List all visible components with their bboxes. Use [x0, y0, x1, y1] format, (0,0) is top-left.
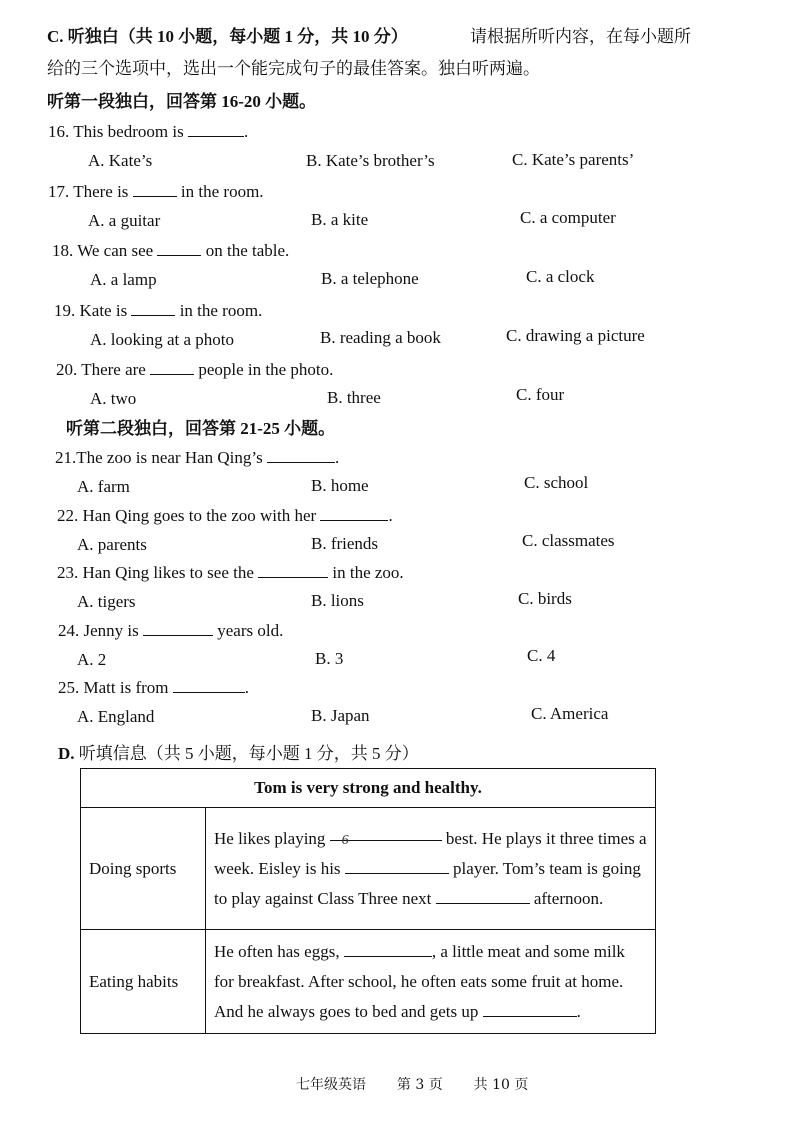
- answer-blank[interactable]: [483, 1002, 577, 1017]
- answer-blank[interactable]: [157, 241, 201, 256]
- option-c: C. Kate’s parents’: [512, 150, 635, 169]
- option-b: B. Japan: [311, 706, 370, 725]
- option-b: B. home: [311, 476, 369, 495]
- option-b: B. three: [327, 388, 381, 407]
- option-c: C. four: [516, 385, 565, 404]
- option-a: A. tigers: [77, 592, 136, 611]
- question-stem: 20. There are people in the photo.: [56, 360, 334, 379]
- section-d-heading: [58, 743, 419, 765]
- part1-heading: 听第一段独白，回答第 16-20 小题。: [47, 92, 317, 111]
- option-a: A. two: [90, 389, 137, 408]
- option-c: C. America: [531, 704, 609, 723]
- option-b: B. lions: [311, 591, 364, 610]
- answer-blank[interactable]: [173, 678, 245, 693]
- section-c-title: 听独白（共 10 小题，每小题 1 分，共 10 分）: [67, 27, 408, 46]
- answer-blank[interactable]: [133, 182, 177, 197]
- section-c-label: C.: [47, 27, 64, 46]
- section-c-instruction-1: 请根据所听内容，在每小题所: [470, 27, 691, 46]
- answer-blank[interactable]: [436, 889, 530, 904]
- answer-blank[interactable]: [188, 122, 244, 137]
- info-table: [80, 768, 656, 1034]
- footer-page: 第 3 页: [396, 1077, 443, 1093]
- section-d-title: 听填信息（共 5 小题，每小题 1 分，共 5 分）: [78, 744, 419, 763]
- section-d-label: D.: [58, 744, 75, 763]
- answer-blank[interactable]: [320, 506, 388, 521]
- option-b: B. a telephone: [321, 269, 419, 288]
- option-c: C. birds: [518, 589, 572, 608]
- option-b: B. a kite: [311, 210, 369, 229]
- answer-blank[interactable]: [344, 942, 432, 957]
- answer-blank[interactable]: [131, 301, 175, 316]
- answer-blank[interactable]: [258, 563, 328, 578]
- option-b: B. 3: [315, 649, 344, 668]
- option-c: C. school: [524, 473, 589, 492]
- row-text-sports: He likes playing 6 best. He plays it three times a week. Eisley is his player. Tom’s team is going to play against Class Three next afternoon.: [206, 808, 656, 930]
- row-text-eating: He often has eggs, , a little meat and some milk for breakfast. After school, he often eats some fruit at home. And he always goes to bed and gets up .: [206, 930, 656, 1034]
- option-a: A. Kate’s: [88, 151, 153, 170]
- question-stem: 24. Jenny is years old.: [58, 621, 284, 640]
- option-c: C. 4: [527, 646, 556, 665]
- question-stem: 19. Kate is in the room.: [54, 301, 263, 320]
- section-c-heading: [47, 26, 408, 48]
- handwritten-mark: 6: [341, 832, 349, 848]
- option-c: C. drawing a picture: [506, 326, 645, 345]
- row-label-eating: Eating habits: [81, 930, 206, 1034]
- option-c: C. a clock: [526, 267, 595, 286]
- option-c: C. classmates: [522, 531, 615, 550]
- row-label-sports: Doing sports: [81, 808, 206, 930]
- option-b: B. reading a book: [320, 328, 441, 347]
- answer-blank[interactable]: [330, 824, 442, 848]
- footer-total: 共 10 页: [473, 1077, 529, 1093]
- question-stem: 18. We can see on the table.: [52, 241, 290, 260]
- option-a: A. farm: [77, 477, 130, 496]
- section-c-instruction-2: 给的三个选项中，选出一个能完成句子的最佳答案。独白听两遍。: [47, 59, 540, 78]
- option-a: A. 2: [77, 650, 107, 669]
- option-a: A. looking at a photo: [90, 330, 235, 349]
- question-stem: 21.The zoo is near Han Qing’s .: [55, 448, 340, 467]
- option-a: A. England: [77, 707, 155, 726]
- question-stem: 16. This bedroom is .: [48, 122, 249, 141]
- option-a: A. a guitar: [88, 211, 161, 230]
- option-a: A. a lamp: [90, 270, 157, 289]
- footer-grade-subject: 七年级英语: [296, 1077, 366, 1093]
- footer: [296, 1074, 528, 1094]
- answer-blank[interactable]: [150, 360, 194, 375]
- option-b: B. friends: [311, 534, 379, 553]
- option-a: A. parents: [77, 535, 147, 554]
- option-c: C. a computer: [520, 208, 616, 227]
- part2-heading: 听第二段独白，回答第 21-25 小题。: [66, 419, 336, 438]
- question-stem: 17. There is in the room.: [48, 182, 264, 201]
- question-stem: 22. Han Qing goes to the zoo with her .: [57, 506, 393, 525]
- option-b: B. Kate’s brother’s: [306, 151, 435, 170]
- answer-blank[interactable]: [267, 448, 335, 463]
- question-stem: 25. Matt is from .: [58, 678, 249, 697]
- answer-blank[interactable]: [143, 621, 213, 636]
- question-stem: 23. Han Qing likes to see the in the zoo.: [57, 563, 404, 582]
- table-header: Tom is very strong and healthy.: [81, 769, 656, 808]
- answer-blank[interactable]: [345, 859, 449, 874]
